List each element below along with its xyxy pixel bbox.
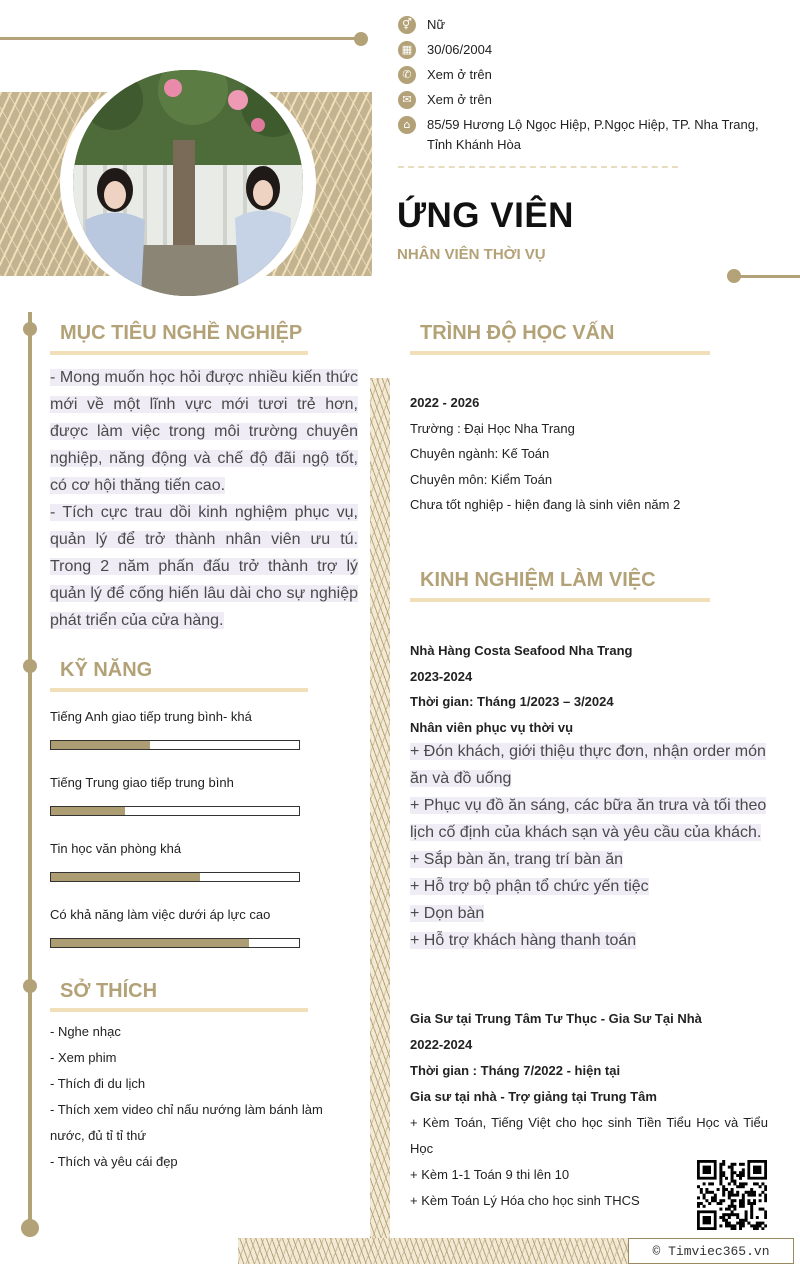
qr-module: [705, 1188, 708, 1191]
calendar-icon: ▦: [398, 41, 416, 59]
qr-module: [739, 1205, 742, 1208]
qr-module: [714, 1199, 717, 1202]
qr-module: [708, 1191, 711, 1194]
qr-module: [742, 1163, 745, 1166]
job2-title: Gia sư tại nhà - Trợ giảng tại Trung Tâm: [410, 1089, 657, 1104]
qr-module: [764, 1216, 767, 1219]
qr-module: [764, 1199, 767, 1202]
qr-module: [728, 1222, 731, 1225]
qr-module: [733, 1194, 736, 1197]
contact-address: [398, 115, 783, 155]
timeline-dot-end: [21, 1219, 39, 1237]
qr-module: [719, 1168, 722, 1171]
qr-module: [761, 1222, 764, 1225]
qr-module: [731, 1202, 734, 1205]
right-line: [738, 275, 800, 278]
qr-module: [761, 1208, 764, 1211]
qr-module: [745, 1210, 748, 1213]
qr-module: [739, 1185, 742, 1188]
qr-module: [711, 1191, 714, 1194]
qr-module: [764, 1196, 767, 1199]
education-underline: [410, 351, 710, 355]
qr-module: [714, 1194, 717, 1197]
qr-module: [759, 1185, 762, 1188]
qr-module: [731, 1227, 734, 1230]
qr-module: [759, 1199, 762, 1202]
qr-module: [733, 1208, 736, 1211]
qr-module: [719, 1182, 722, 1185]
qr-module: [728, 1182, 731, 1185]
qr-module: [700, 1191, 703, 1194]
job1-duty: + Phục vụ đồ ăn sáng, các bữa ăn trưa và tối theo lịch cố định của khách sạn và yêu cầu của khách.: [410, 797, 767, 841]
qr-module: [733, 1199, 736, 1202]
hobby-item: - Nghe nhạc: [50, 1024, 121, 1039]
qr-module: [736, 1174, 739, 1177]
qr-module: [747, 1194, 750, 1197]
qr-module: [728, 1224, 731, 1227]
experience-underline: [410, 598, 710, 602]
qr-module: [722, 1216, 725, 1219]
home-icon: ⌂: [398, 116, 416, 134]
qr-module: [725, 1213, 728, 1216]
qr-module: [753, 1202, 756, 1205]
skill-fill-4: [51, 939, 249, 947]
qr-module: [728, 1208, 731, 1211]
skill-label-2: Tiếng Trung giao tiếp trung bình: [50, 775, 234, 790]
qr-module: [722, 1219, 725, 1222]
qr-finder: [703, 1216, 711, 1224]
qr-module: [731, 1180, 734, 1183]
hobbies-title: SỞ THÍCH: [60, 980, 158, 1002]
skills-title: KỸ NĂNG: [60, 659, 153, 681]
qr-module: [759, 1224, 762, 1227]
qr-module: [742, 1185, 745, 1188]
qr-module: [722, 1199, 725, 1202]
qr-module: [745, 1213, 748, 1216]
qr-module: [719, 1174, 722, 1177]
qr-module: [764, 1188, 767, 1191]
qr-module: [750, 1208, 753, 1211]
qr-module: [759, 1208, 762, 1211]
education-school: Trường : Đại Học Nha Trang: [410, 420, 575, 436]
qr-module: [697, 1185, 700, 1188]
qr-module: [753, 1182, 756, 1185]
qr-finder: [753, 1166, 761, 1174]
qr-module: [731, 1224, 734, 1227]
email-icon: ✉: [398, 91, 416, 109]
contact-gender: [398, 15, 445, 35]
qr-module: [761, 1227, 764, 1230]
qr-module: [728, 1213, 731, 1216]
objective-title: MỤC TIÊU NGHỀ NGHIỆP: [60, 322, 303, 344]
qr-module: [731, 1177, 734, 1180]
qr-module: [736, 1213, 739, 1216]
qr-module: [739, 1174, 742, 1177]
qr-module: [733, 1180, 736, 1183]
job2-period: 2022-2024: [410, 1037, 473, 1052]
qr-module: [739, 1177, 742, 1180]
contact-phone: [398, 65, 492, 85]
qr-module: [753, 1194, 756, 1197]
qr-module: [703, 1194, 706, 1197]
qr-module: [722, 1160, 725, 1163]
qr-module: [731, 1205, 734, 1208]
qr-module: [742, 1205, 745, 1208]
qr-module: [733, 1163, 736, 1166]
qr-module: [731, 1171, 734, 1174]
objective-p1: - Mong muốn học hỏi được nhiều kiến thức mới về một lĩnh vực mới tươi trẻ hơn, được làm việc trong môi trường chuyên nghiệp, năng động và chế độ đãi ngộ tốt, có cơ hội thăng tiến cao.: [50, 369, 358, 494]
qr-module: [742, 1202, 745, 1205]
qr-module: [750, 1188, 753, 1191]
qr-module: [747, 1202, 750, 1205]
qr-module: [747, 1199, 750, 1202]
qr-module: [725, 1219, 728, 1222]
qr-module: [739, 1171, 742, 1174]
qr-module: [722, 1171, 725, 1174]
qr-module: [697, 1205, 700, 1208]
qr-code: [697, 1160, 767, 1230]
education-specialty: Chuyên môn: Kiểm Toán: [410, 471, 553, 487]
job1-duty: + Dọn bàn: [410, 905, 485, 922]
qr-module: [719, 1208, 722, 1211]
qr-module: [736, 1185, 739, 1188]
skill-label-4: Có khả năng làm việc dưới áp lực cao: [50, 907, 271, 922]
contact-divider: [398, 166, 678, 168]
qr-module: [719, 1180, 722, 1183]
qr-module: [750, 1194, 753, 1197]
job1-time: Thời gian: Tháng 1/2023 – 3/2024: [410, 694, 614, 709]
qr-module: [736, 1216, 739, 1219]
qr-module: [719, 1216, 722, 1219]
gender-text: Nữ: [427, 17, 446, 32]
qr-module: [756, 1227, 759, 1230]
timeline-line: [28, 312, 32, 1228]
qr-module: [759, 1194, 762, 1197]
qr-module: [750, 1216, 753, 1219]
job1-title: Nhân viên phục vụ thời vụ: [410, 719, 574, 735]
job1-duty: + Hỗ trợ khách hàng thanh toán: [410, 932, 637, 949]
center-hatch-column: [370, 378, 390, 1238]
hobby-item: - Xem phim: [50, 1050, 117, 1065]
qr-module: [722, 1194, 725, 1197]
qr-module: [722, 1163, 725, 1166]
qr-module: [742, 1182, 745, 1185]
timeline-dot-hobbies: [23, 979, 37, 993]
qr-module: [719, 1202, 722, 1205]
qr-module: [697, 1202, 700, 1205]
qr-code-graphic: [697, 1160, 767, 1230]
qr-module: [750, 1191, 753, 1194]
qr-module: [756, 1216, 759, 1219]
qr-module: [731, 1174, 734, 1177]
job2-duty: + Kèm 1-1 Toán 9 thi lên 10: [410, 1167, 570, 1182]
skill-label-1: Tiếng Anh giao tiếp trung bình- khá: [50, 709, 252, 724]
qr-module: [711, 1182, 714, 1185]
qr-module: [719, 1166, 722, 1169]
skill-bar-2: [50, 806, 300, 816]
qr-module: [711, 1196, 714, 1199]
qr-module: [728, 1194, 731, 1197]
phone-icon: ✆: [398, 66, 416, 84]
qr-module: [761, 1191, 764, 1194]
qr-module: [719, 1163, 722, 1166]
skill-label-3: Tin học văn phòng khá: [50, 841, 182, 856]
qr-module: [728, 1205, 731, 1208]
qr-module: [722, 1191, 725, 1194]
qr-module: [742, 1196, 745, 1199]
qr-module: [742, 1219, 745, 1222]
qr-module: [745, 1182, 748, 1185]
skill-fill-3: [51, 873, 200, 881]
qr-module: [753, 1199, 756, 1202]
qr-module: [733, 1171, 736, 1174]
qr-module: [733, 1213, 736, 1216]
qr-module: [719, 1224, 722, 1227]
qr-module: [753, 1224, 756, 1227]
qr-module: [753, 1191, 756, 1194]
qr-module: [728, 1166, 731, 1169]
qr-module: [719, 1177, 722, 1180]
objective-underline: [50, 351, 308, 355]
hobbies-underline: [50, 1008, 308, 1012]
qr-module: [700, 1202, 703, 1205]
qr-module: [750, 1213, 753, 1216]
qr-module: [705, 1199, 708, 1202]
qr-module: [759, 1222, 762, 1225]
qr-module: [742, 1222, 745, 1225]
qr-module: [717, 1188, 720, 1191]
top-left-dot: [354, 32, 368, 46]
qr-module: [725, 1222, 728, 1225]
qr-module: [764, 1185, 767, 1188]
qr-module: [728, 1196, 731, 1199]
job1-header: [410, 638, 632, 740]
skill-fill-2: [51, 807, 125, 815]
qr-module: [739, 1163, 742, 1166]
address-text: 85/59 Hương Lộ Ngọc Hiệp, P.Ngọc Hiệp, TP. Nha Trang, Tỉnh Khánh Hòa: [427, 117, 759, 152]
qr-module: [739, 1219, 742, 1222]
qr-module: [725, 1177, 728, 1180]
qr-module: [756, 1182, 759, 1185]
qr-module: [764, 1213, 767, 1216]
qr-module: [717, 1202, 720, 1205]
qr-module: [725, 1188, 728, 1191]
qr-module: [700, 1188, 703, 1191]
qr-module: [750, 1202, 753, 1205]
qr-module: [753, 1227, 756, 1230]
email-text: Xem ở trên: [427, 92, 492, 107]
contact-birthday: [398, 40, 492, 60]
qr-module: [733, 1227, 736, 1230]
hobby-list: [50, 1019, 360, 1175]
education-block: [410, 390, 680, 518]
qr-module: [739, 1222, 742, 1225]
qr-module: [731, 1213, 734, 1216]
contact-email: [398, 90, 492, 110]
timeline-dot-objective: [23, 322, 37, 336]
bottom-hatch-band: [238, 1238, 630, 1264]
qr-module: [736, 1191, 739, 1194]
qr-module: [742, 1224, 745, 1227]
education-major: Chuyên ngành: Kế Toán: [410, 446, 550, 461]
skill-bar-1: [50, 740, 300, 750]
qr-module: [731, 1166, 734, 1169]
job2-time: Thời gian : Tháng 7/2022 - hiện tại: [410, 1063, 621, 1078]
education-period: 2022 - 2026: [410, 395, 480, 410]
phone-text: Xem ở trên: [427, 67, 492, 82]
job1-duty: + Hỗ trợ bộ phận tổ chức yến tiệc: [410, 878, 649, 895]
job2-duty: + Kèm Toán Lý Hóa cho học sinh THCS: [410, 1193, 640, 1208]
qr-module: [733, 1182, 736, 1185]
qr-module: [739, 1199, 742, 1202]
qr-module: [719, 1199, 722, 1202]
job2-company: Gia Sư tại Trung Tâm Tư Thục - Gia Sư Tại Nhà: [410, 1011, 702, 1026]
qr-module: [739, 1182, 742, 1185]
job1-company: Nhà Hàng Costa Seafood Nha Trang: [410, 643, 633, 658]
skill-fill-1: [51, 741, 150, 749]
candidate-position: NHÂN VIÊN THỜI VỤ: [397, 246, 546, 263]
qr-module: [739, 1227, 742, 1230]
qr-module: [731, 1199, 734, 1202]
qr-module: [742, 1199, 745, 1202]
hobby-item: - Thích xem video chỉ nấu nướng làm bánh làm nước, đủ tỉ tỉ thứ: [50, 1102, 323, 1143]
hobby-item: - Thích và yêu cái đẹp: [50, 1154, 178, 1169]
qr-module: [705, 1191, 708, 1194]
qr-module: [739, 1224, 742, 1227]
objective-text: [50, 364, 358, 634]
job1-duties: [410, 738, 770, 954]
qr-module: [750, 1205, 753, 1208]
qr-module: [764, 1210, 767, 1213]
candidate-name: ỨNG VIÊN: [397, 196, 574, 235]
qr-module: [719, 1171, 722, 1174]
avatar-photo: [73, 70, 303, 296]
qr-module: [742, 1168, 745, 1171]
qr-module: [731, 1210, 734, 1213]
qr-module: [728, 1216, 731, 1219]
skill-bar-4: [50, 938, 300, 948]
qr-module: [756, 1222, 759, 1225]
qr-module: [722, 1213, 725, 1216]
qr-module: [714, 1196, 717, 1199]
qr-module: [745, 1216, 748, 1219]
qr-module: [703, 1205, 706, 1208]
qr-module: [747, 1222, 750, 1225]
qr-module: [742, 1171, 745, 1174]
job1-duty: + Sắp bàn ăn, trang trí bàn ăn: [410, 851, 624, 868]
skill-bar-3: [50, 872, 300, 882]
footer-brand: © Timviec365.vn: [628, 1238, 794, 1264]
job1-period: 2023-2024: [410, 668, 473, 684]
qr-module: [745, 1191, 748, 1194]
qr-module: [764, 1224, 767, 1227]
skills-underline: [50, 688, 308, 692]
qr-module: [739, 1202, 742, 1205]
qr-module: [736, 1222, 739, 1225]
qr-module: [745, 1219, 748, 1222]
qr-module: [750, 1224, 753, 1227]
qr-module: [725, 1224, 728, 1227]
qr-finder: [703, 1166, 711, 1174]
qr-module: [725, 1208, 728, 1211]
timeline-dot-skills: [23, 659, 37, 673]
job2-duty: + Kèm Toán, Tiếng Việt cho học sinh Tiền Tiểu Học và Tiểu Học: [410, 1115, 768, 1156]
qr-module: [733, 1205, 736, 1208]
qr-module: [750, 1210, 753, 1213]
qr-module: [722, 1188, 725, 1191]
qr-module: [703, 1182, 706, 1185]
experience-title: KINH NGHIỆM LÀM VIỆC: [420, 569, 656, 591]
qr-module: [708, 1202, 711, 1205]
qr-module: [711, 1199, 714, 1202]
top-left-line: [0, 37, 358, 40]
qr-module: [697, 1196, 700, 1199]
qr-module: [731, 1194, 734, 1197]
qr-module: [728, 1191, 731, 1194]
job1-duty: + Đón khách, giới thiệu thực đơn, nhận order món ăn và đồ uống: [410, 743, 766, 787]
qr-module: [708, 1182, 711, 1185]
avatar: [73, 70, 303, 296]
qr-module: [756, 1224, 759, 1227]
education-status: Chưa tốt nghiệp - hiện đang là sinh viên năm 2: [410, 497, 681, 512]
qr-module: [722, 1174, 725, 1177]
qr-module: [703, 1196, 706, 1199]
qr-module: [733, 1224, 736, 1227]
qr-module: [731, 1168, 734, 1171]
qr-module: [742, 1194, 745, 1197]
qr-module: [764, 1194, 767, 1197]
qr-module: [731, 1163, 734, 1166]
qr-module: [731, 1188, 734, 1191]
qr-module: [731, 1191, 734, 1194]
qr-module: [747, 1191, 750, 1194]
qr-module: [736, 1194, 739, 1197]
hobby-item: - Thích đi du lịch: [50, 1076, 146, 1091]
gender-icon: ⚥: [398, 16, 416, 34]
qr-module: [761, 1182, 764, 1185]
qr-module: [742, 1174, 745, 1177]
objective-p2: - Tích cực trau dồi kinh nghiệm phục vụ, quản lý để trở thành nhân viên ưu tú. Trong 2 năm phấn đấu trở thành trợ lý quản lý để cống hiến lâu dài cho sự nghiệp phát triển của cửa hàng.: [50, 504, 358, 629]
qr-module: [722, 1185, 725, 1188]
education-title: TRÌNH ĐỘ HỌC VẤN: [420, 322, 615, 344]
birthday-text: 30/06/2004: [427, 42, 493, 57]
